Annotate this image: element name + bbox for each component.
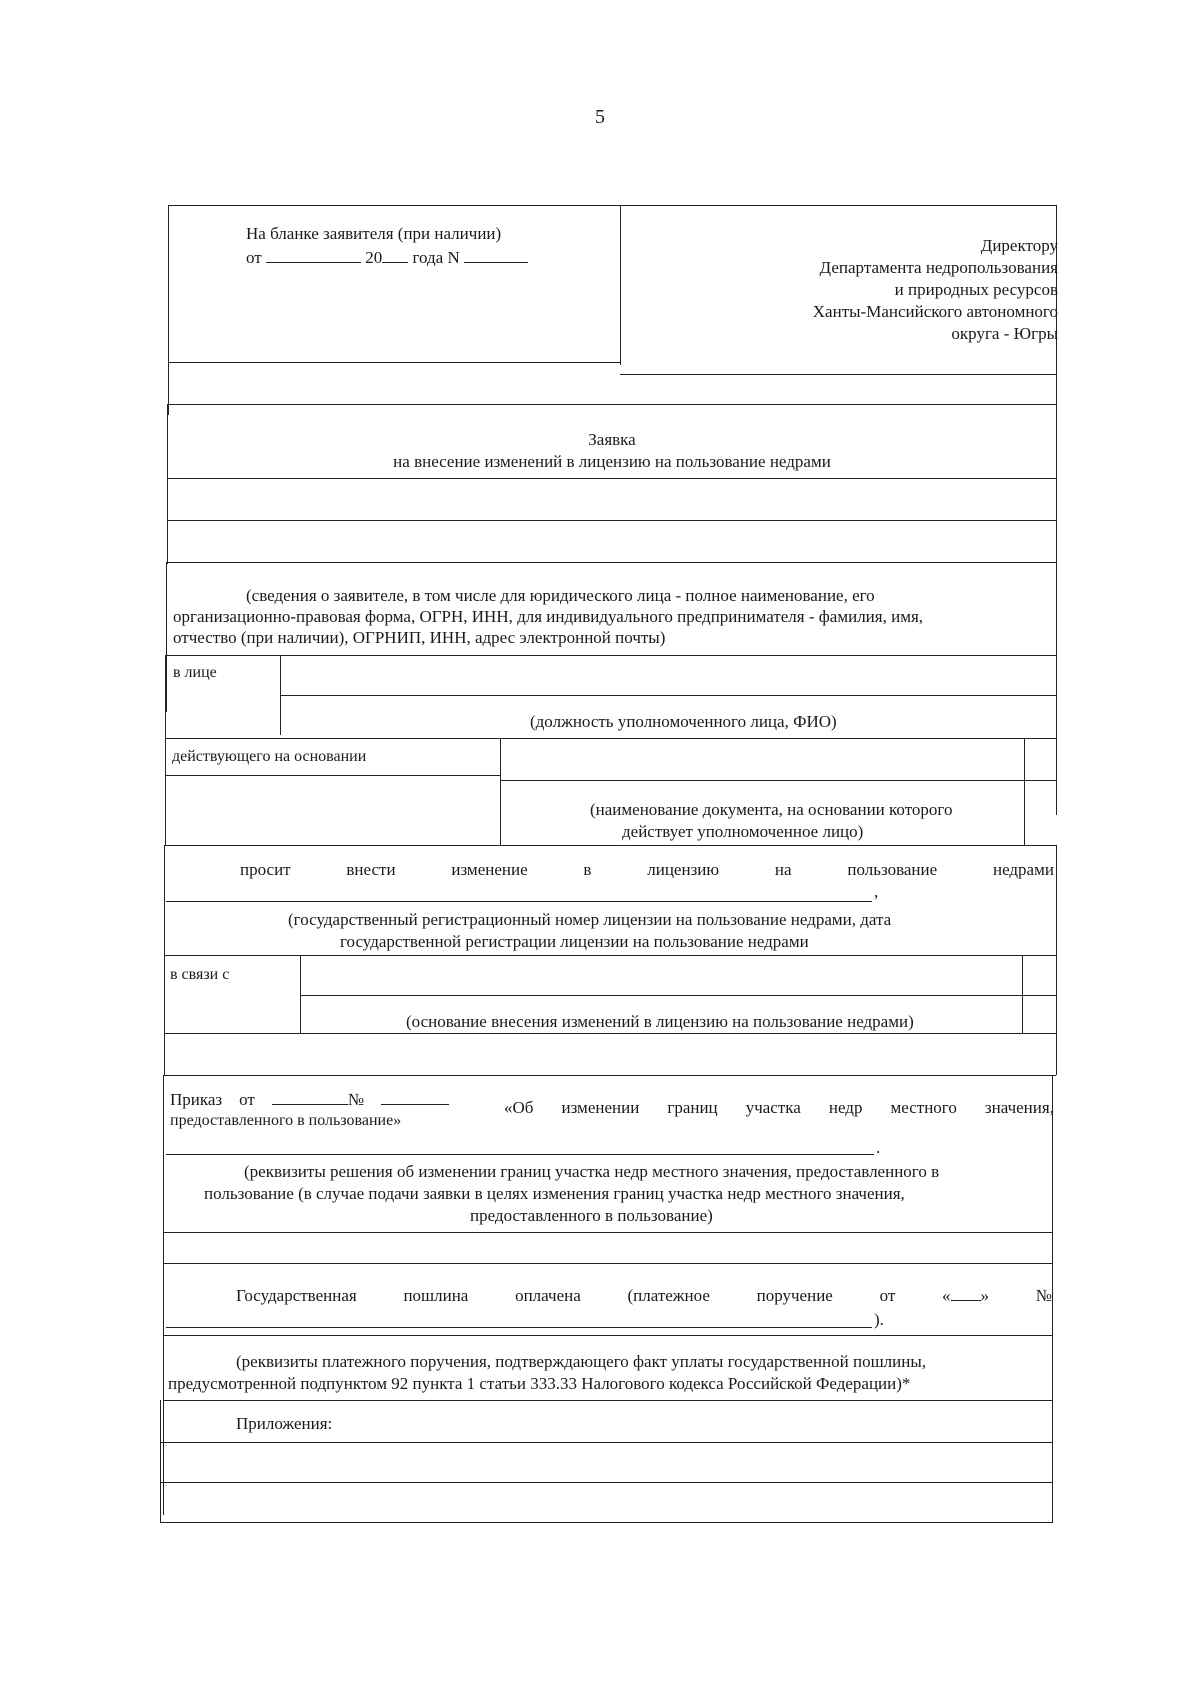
order-title-line-2: предоставленного в пользование» bbox=[170, 1112, 402, 1129]
reason-label: в связи с bbox=[170, 966, 230, 983]
order-date-blank[interactable] bbox=[272, 1090, 348, 1105]
addressee-line-1: Директору bbox=[980, 236, 1058, 255]
fee-day-blank[interactable] bbox=[951, 1286, 981, 1301]
order-hint-1: (реквизиты решения об изменении границ участка недр местного значения, предоставленного в bbox=[244, 1162, 940, 1181]
applicant-hint-line-3: отчество (при наличии), ОГРНИП, ИНН, адрес электронной почты) bbox=[173, 628, 666, 647]
addressee-line-3: и природных ресурсов bbox=[894, 280, 1058, 299]
represented-by-hint: (должность уполномоченного лица, ФИО) bbox=[530, 712, 837, 731]
order-hint-2: пользование (в случае подачи заявки в целях изменения границ участка недр местного значения, bbox=[204, 1184, 905, 1203]
request-sentence: просит внести изменение в лицензию на пользование недрами bbox=[240, 860, 1054, 879]
date-blank[interactable] bbox=[266, 248, 361, 263]
acting-basis-field[interactable] bbox=[504, 742, 1020, 776]
attachments-label: Приложения: bbox=[236, 1414, 333, 1433]
reason-hint: (основание внесения изменений в лицензию на пользование недрами) bbox=[406, 1012, 914, 1031]
order-label: Приказ от № bbox=[170, 1090, 449, 1110]
acting-basis-hint-2: действует уполномоченное лицо) bbox=[622, 822, 864, 841]
form-title: Заявка bbox=[588, 430, 636, 449]
acting-basis-hint-1: (наименование документа, на основании которого bbox=[590, 800, 953, 819]
attachment-row-1[interactable] bbox=[164, 1446, 1048, 1478]
represented-by-field[interactable] bbox=[284, 660, 1052, 692]
order-title: «Об изменении границ участка недр местного значения, bbox=[504, 1098, 1054, 1117]
order-dot: . bbox=[876, 1138, 881, 1157]
attachment-row-2[interactable] bbox=[164, 1486, 1048, 1518]
applicant-hint-line-1: (сведения о заявителе, в том числе для юридического лица - полное наименование, его bbox=[246, 586, 875, 605]
request-hint-1: (государственный регистрационный номер лицензии на пользование недрами, дата bbox=[288, 910, 892, 929]
applicant-hint-line-2: организационно-правовая форма, ОГРН, ИНН, для индивидуального предпринимателя - фамилия, имя, bbox=[173, 607, 924, 626]
registration-line bbox=[246, 248, 528, 268]
acting-basis-label: действующего на основании bbox=[172, 748, 367, 765]
request-comma: , bbox=[874, 882, 879, 901]
fee-sentence: Государственная пошлина оплачена (платежное поручение от « » № bbox=[236, 1286, 1052, 1305]
addressee-line-2: Департамента недропользования bbox=[819, 258, 1058, 277]
page-number: 5 bbox=[595, 106, 605, 128]
fee-end: ). bbox=[874, 1310, 884, 1329]
reason-field[interactable] bbox=[304, 960, 1018, 992]
addressee-line-4: Ханты-Мансийского автономного bbox=[812, 302, 1058, 321]
license-number-field[interactable] bbox=[166, 901, 872, 902]
year-suffix-label: года N bbox=[412, 248, 460, 267]
order-details-field[interactable] bbox=[166, 1154, 874, 1155]
date-from-label: от bbox=[246, 248, 262, 267]
request-hint-2: государственной регистрации лицензии на пользование недрами bbox=[340, 932, 809, 951]
year-blank[interactable] bbox=[382, 248, 408, 263]
fee-hint-2: предусмотренной подпунктом 92 пункта 1 статьи 333.33 Налогового кодекса Российской Федерации)* bbox=[168, 1374, 911, 1393]
letterhead-note: На бланке заявителя (при наличии) bbox=[246, 224, 502, 243]
order-number-blank[interactable] bbox=[381, 1090, 449, 1105]
fee-hint-1: (реквизиты платежного поручения, подтверждающего факт уплаты государственной пошлины, bbox=[236, 1352, 927, 1371]
form-subtitle: на внесение изменений в лицензию на пользование недрами bbox=[393, 452, 831, 471]
year-prefix: 20 bbox=[365, 248, 383, 267]
number-blank[interactable] bbox=[464, 248, 528, 263]
order-hint-3: предоставленного в пользование) bbox=[470, 1206, 713, 1225]
represented-by-label: в лице bbox=[173, 664, 217, 681]
addressee-line-5: округа - Югры bbox=[951, 324, 1058, 343]
fee-details-field[interactable] bbox=[166, 1327, 872, 1328]
